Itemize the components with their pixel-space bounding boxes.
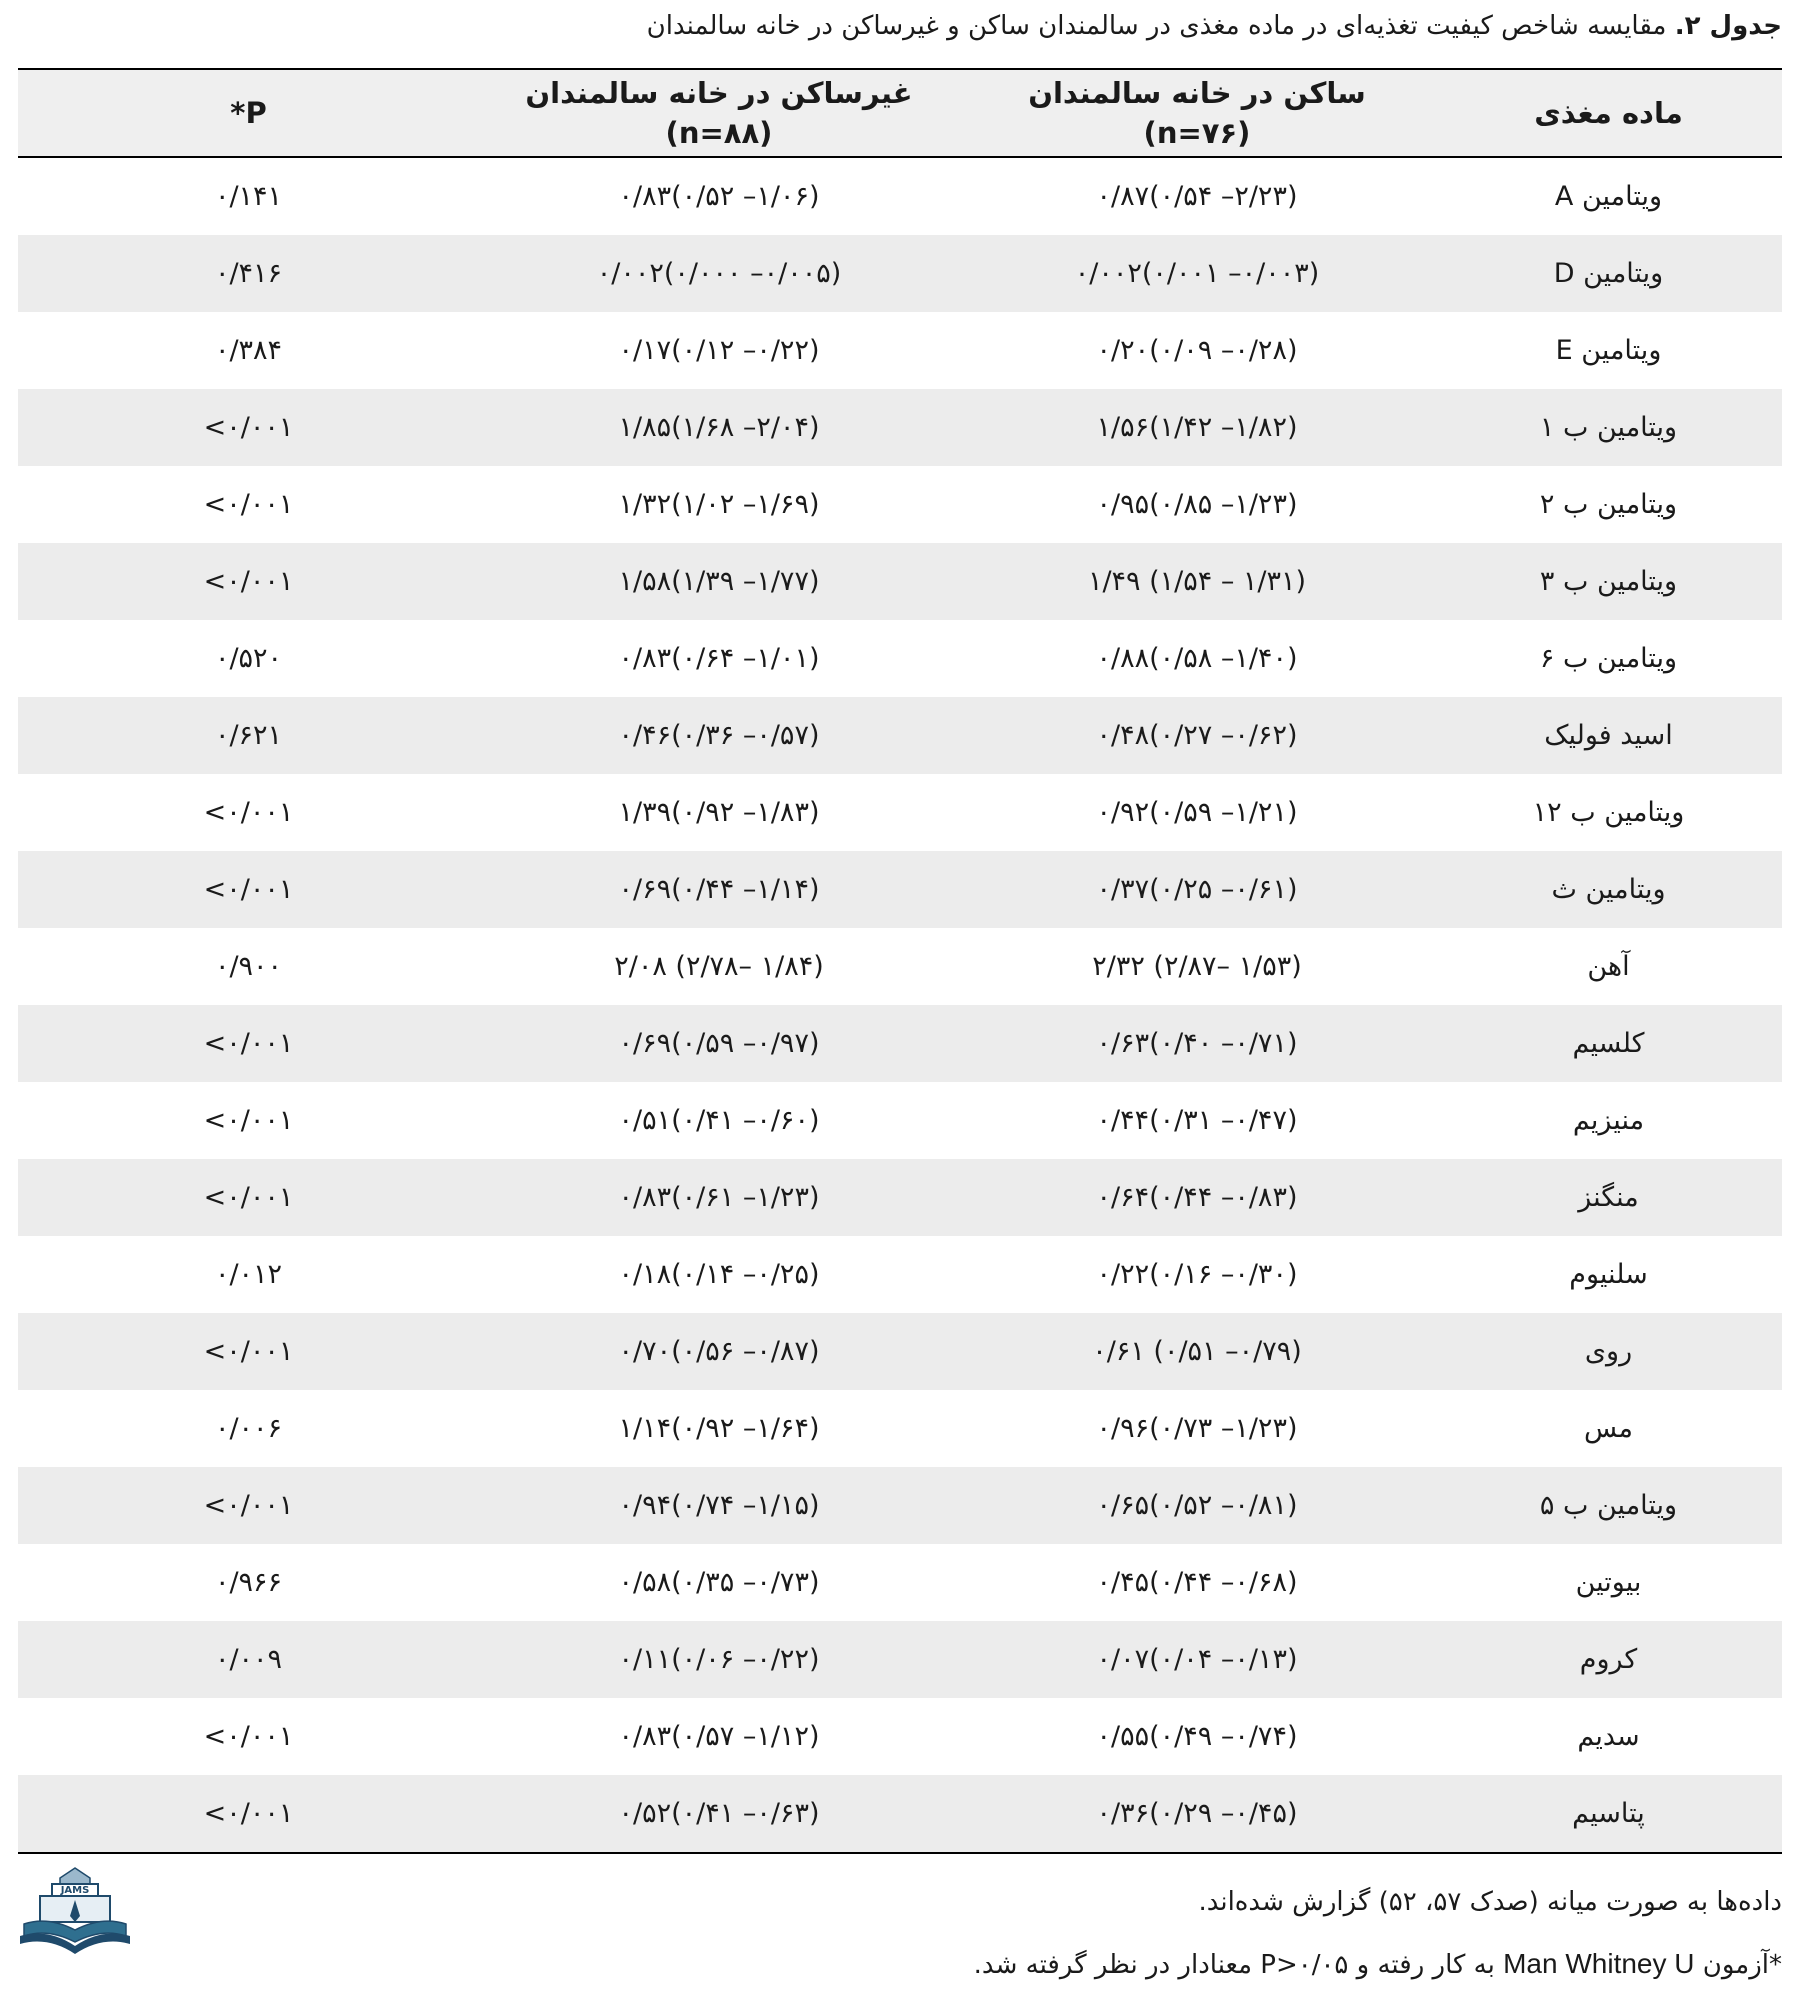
p-value-cell: ۰/۱۴۱ bbox=[214, 181, 283, 212]
resident-value-cell: ۰/۴۸(۰/۲۷ –۰/۶۲) bbox=[959, 697, 1435, 774]
jams-logo bbox=[18, 1866, 132, 1956]
logo-text: JAMS bbox=[60, 1885, 90, 1896]
table-header-row bbox=[18, 69, 1782, 157]
table-body bbox=[18, 157, 1782, 1853]
resident-value-cell: ۱/۵۶(۱/۴۲ –۱/۸۲) bbox=[959, 389, 1435, 466]
table-row bbox=[18, 1775, 1782, 1853]
resident-value-cell: ۰/۹۲(۰/۵۹ –۱/۲۱) bbox=[1096, 797, 1298, 828]
nonresident-value-cell: ۱/۳۲(۱/۰۲ –۱/۶۹) bbox=[618, 489, 820, 520]
resident-value-cell: ۰/۵۵(۰/۴۹ –۰/۷۴) bbox=[1096, 1721, 1298, 1752]
resident-value-cell: ۰/۰۷(۰/۰۴ –۰/۱۳) bbox=[959, 1621, 1435, 1698]
resident-value-cell: ۱/۴۹ (۱/۵۴ – ۱/۳۱) bbox=[959, 543, 1435, 620]
resident-value-cell: ۲/۳۲ (۲/۸۷– ۱/۵۳) bbox=[1092, 951, 1302, 982]
nutrient-cell: پتاسیم bbox=[1435, 1775, 1782, 1853]
p-value-cell: <۰/۰۰۱ bbox=[18, 1159, 479, 1236]
table-row bbox=[18, 774, 1782, 851]
p-value-cell: ۰/۰۱۲ bbox=[214, 1259, 283, 1290]
p-value-cell: <۰/۰۰۱ bbox=[18, 389, 479, 466]
p-value-cell: <۰/۰۰۱ bbox=[18, 543, 479, 620]
nonresident-value-cell: ۰/۸۳(۰/۶۴ –۱/۰۱) bbox=[618, 643, 820, 674]
nonresident-value-cell: ۰/۷۰(۰/۵۶ –۰/۸۷) bbox=[479, 1313, 959, 1390]
nutrient-cell: منیزیم bbox=[1572, 1105, 1645, 1136]
resident-value-cell: ۰/۶۵(۰/۵۲ –۰/۸۱) bbox=[959, 1467, 1435, 1544]
table-caption bbox=[18, 6, 1782, 46]
nutrient-cell: ویتامین ث bbox=[1435, 851, 1782, 928]
nutrient-cell: ویتامین ب ۱ bbox=[1435, 389, 1782, 466]
nonresident-value-cell: ۰/۶۹(۰/۴۴ –۱/۱۴) bbox=[479, 851, 959, 928]
resident-value-cell: ۰/۰۰۲(۰/۰۰۱ –۰/۰۰۳) bbox=[959, 235, 1435, 312]
header-resident-n: (n=۷۶) bbox=[1143, 116, 1251, 150]
p-value-cell: ۰/۳۸۴ bbox=[214, 335, 283, 366]
nonresident-value-cell: ۰/۵۸(۰/۳۵ –۰/۷۳) bbox=[618, 1567, 820, 1598]
nonresident-value-cell: ۱/۵۸(۱/۳۹ –۱/۷۷) bbox=[479, 543, 959, 620]
table-notes bbox=[140, 1880, 1782, 1987]
p-value-cell: ۰/۹۶۶ bbox=[214, 1567, 283, 1598]
p-value-cell: <۰/۰۰۱ bbox=[18, 851, 479, 928]
nutrient-cell: اسید فولیک bbox=[1435, 697, 1782, 774]
table-row bbox=[18, 1544, 1782, 1621]
table-row bbox=[18, 466, 1782, 543]
p-value-cell: ۰/۶۲۱ bbox=[18, 697, 479, 774]
nutrient-cell: ویتامین ب ۶ bbox=[1539, 643, 1678, 674]
p-value-cell: <۰/۰۰۱ bbox=[18, 1467, 479, 1544]
nonresident-value-cell: ۰/۵۱(۰/۴۱ –۰/۶۰) bbox=[618, 1105, 820, 1136]
nutrient-cell: ویتامین ب ۲ bbox=[1539, 489, 1678, 520]
p-value-cell: <۰/۰۰۱ bbox=[203, 797, 294, 828]
nonresident-value-cell: ۲/۰۸ (۲/۷۸– ۱/۸۴) bbox=[614, 951, 824, 982]
nutrition-table bbox=[18, 68, 1782, 1854]
table-row bbox=[18, 620, 1782, 697]
p-value-cell: <۰/۰۰۱ bbox=[18, 1313, 479, 1390]
note-test-name: Man Whitney U bbox=[1503, 1948, 1695, 1979]
table-row bbox=[18, 1159, 1782, 1236]
p-value-cell: ۰/۹۰۰ bbox=[214, 951, 283, 982]
p-value-cell: <۰/۰۰۱ bbox=[18, 1005, 479, 1082]
resident-value-cell: ۰/۳۷(۰/۲۵ –۰/۶۱) bbox=[959, 851, 1435, 928]
nutrient-cell: ویتامین ب ۳ bbox=[1435, 543, 1782, 620]
p-value-cell: ۰/۵۲۰ bbox=[214, 643, 283, 674]
p-value-cell: <۰/۰۰۱ bbox=[18, 1775, 479, 1853]
table-row bbox=[18, 157, 1782, 235]
header-p-value: P* bbox=[18, 69, 479, 157]
p-value-cell: ۰/۴۱۶ bbox=[18, 235, 479, 312]
nutrient-cell: ویتامین E bbox=[1555, 335, 1662, 366]
nonresident-value-cell: ۰/۸۳(۰/۵۷ –۱/۱۲) bbox=[618, 1721, 820, 1752]
p-value-cell: ۰/۰۰۹ bbox=[18, 1621, 479, 1698]
table-row bbox=[18, 697, 1782, 774]
nutrient-cell: سلنیوم bbox=[1569, 1259, 1648, 1290]
header-nonresident-n: (n=۸۸) bbox=[665, 116, 773, 150]
resident-value-cell: ۰/۴۴(۰/۳۱ –۰/۴۷) bbox=[1096, 1105, 1298, 1136]
nonresident-value-cell: ۱/۱۴(۰/۹۲ –۱/۶۴) bbox=[618, 1413, 820, 1444]
table-row bbox=[18, 1467, 1782, 1544]
resident-value-cell: ۰/۲۲(۰/۱۶ –۰/۳۰) bbox=[1096, 1259, 1298, 1290]
table-row bbox=[18, 851, 1782, 928]
p-value-cell: <۰/۰۰۱ bbox=[203, 489, 294, 520]
nonresident-value-cell: ۰/۴۶(۰/۳۶ –۰/۵۷) bbox=[479, 697, 959, 774]
nutrient-cell: ویتامین D bbox=[1435, 235, 1782, 312]
nutrient-cell: منگنز bbox=[1435, 1159, 1782, 1236]
resident-value-cell: ۰/۹۶(۰/۷۳ –۱/۲۳) bbox=[1096, 1413, 1298, 1444]
resident-value-cell: ۰/۸۷(۰/۵۴ –۲/۲۳) bbox=[1096, 181, 1298, 212]
nutrient-cell: سدیم bbox=[1577, 1721, 1640, 1752]
nutrient-cell: مس bbox=[1584, 1413, 1633, 1444]
nutrient-cell: آهن bbox=[1587, 951, 1630, 982]
header-nonresident-title: غیرساکن در خانه سالمندان bbox=[525, 76, 913, 110]
nonresident-value-cell: ۱/۳۹(۰/۹۲ –۱/۸۳) bbox=[618, 797, 820, 828]
caption-text: مقایسه شاخص کیفیت تغذیه‌ای در ماده مغذی در سالمندان ساکن و غیرساکن در خانه سالمندان bbox=[646, 11, 1675, 41]
header-resident-title: ساکن در خانه سالمندان bbox=[1028, 76, 1366, 110]
note-statistical-test: *آزمون Man Whitney U به کار رفته و P>۰/۰۵ معنادار در نظر گرفته شد. bbox=[973, 1948, 1782, 1980]
nutrient-cell: ویتامین ب ۵ bbox=[1435, 1467, 1782, 1544]
table-row bbox=[18, 389, 1782, 466]
p-value-cell: <۰/۰۰۱ bbox=[203, 1105, 294, 1136]
resident-value-cell: ۰/۴۵(۰/۴۴ –۰/۶۸) bbox=[1096, 1567, 1298, 1598]
nonresident-value-cell: ۰/۹۴(۰/۷۴ –۱/۱۵) bbox=[479, 1467, 959, 1544]
nutrient-cell: ویتامین ب ۱۲ bbox=[1532, 797, 1685, 828]
nonresident-value-cell: ۰/۶۹(۰/۵۹ –۰/۹۷) bbox=[479, 1005, 959, 1082]
resident-value-cell: ۰/۳۶(۰/۲۹ –۰/۴۵) bbox=[959, 1775, 1435, 1853]
header-resident bbox=[959, 69, 1435, 157]
header-nutrient: ماده مغذی bbox=[1435, 69, 1782, 157]
resident-value-cell: ۰/۹۵(۰/۸۵ –۱/۲۳) bbox=[1096, 489, 1298, 520]
nonresident-value-cell: ۰/۱۱(۰/۰۶ –۰/۲۲) bbox=[479, 1621, 959, 1698]
nonresident-value-cell: ۰/۵۲(۰/۴۱ –۰/۶۳) bbox=[479, 1775, 959, 1853]
nonresident-value-cell: ۰/۸۳(۰/۶۱ –۱/۲۳) bbox=[479, 1159, 959, 1236]
table-row bbox=[18, 543, 1782, 620]
p-value-cell: <۰/۰۰۱ bbox=[203, 1721, 294, 1752]
nonresident-value-cell: ۱/۸۵(۱/۶۸ –۲/۰۴) bbox=[479, 389, 959, 466]
caption-label: جدول ۲. bbox=[1674, 11, 1782, 41]
header-nonresident bbox=[479, 69, 959, 157]
table-row bbox=[18, 312, 1782, 389]
table-row bbox=[18, 1698, 1782, 1775]
table-row bbox=[18, 1621, 1782, 1698]
table-row bbox=[18, 235, 1782, 312]
table-row bbox=[18, 1005, 1782, 1082]
resident-value-cell: ۰/۶۱ (۰/۵۱ –۰/۷۹) bbox=[959, 1313, 1435, 1390]
resident-value-cell: ۰/۶۳(۰/۴۰ –۰/۷۱) bbox=[959, 1005, 1435, 1082]
resident-value-cell: ۰/۸۸(۰/۵۸ –۱/۴۰) bbox=[1096, 643, 1298, 674]
table-row bbox=[18, 928, 1782, 1005]
table-row bbox=[18, 1313, 1782, 1390]
nonresident-value-cell: ۰/۰۰۲(۰/۰۰۰ –۰/۰۰۵) bbox=[479, 235, 959, 312]
nutrient-cell: کروم bbox=[1435, 1621, 1782, 1698]
nutrient-cell: ویتامین A bbox=[1554, 181, 1663, 212]
nutrient-cell: روی bbox=[1435, 1313, 1782, 1390]
table-row bbox=[18, 1390, 1782, 1467]
table-row bbox=[18, 1082, 1782, 1159]
table-row bbox=[18, 1236, 1782, 1313]
nonresident-value-cell: ۰/۱۷(۰/۱۲ –۰/۲۲) bbox=[618, 335, 820, 366]
nonresident-value-cell: ۰/۱۸(۰/۱۴ –۰/۲۵) bbox=[618, 1259, 820, 1290]
nonresident-value-cell: ۰/۸۳(۰/۵۲ –۱/۰۶) bbox=[618, 181, 820, 212]
resident-value-cell: ۰/۲۰(۰/۰۹ –۰/۲۸) bbox=[1096, 335, 1298, 366]
nutrient-cell: بیوتین bbox=[1575, 1567, 1642, 1598]
p-value-cell: ۰/۰۰۶ bbox=[214, 1413, 283, 1444]
resident-value-cell: ۰/۶۴(۰/۴۴ –۰/۸۳) bbox=[959, 1159, 1435, 1236]
nutrient-cell: کلسیم bbox=[1435, 1005, 1782, 1082]
note-data-format: داده‌ها به صورت میانه (صدک ۵۷، ۵۲) گزارش شده‌اند. bbox=[1198, 1887, 1782, 1917]
